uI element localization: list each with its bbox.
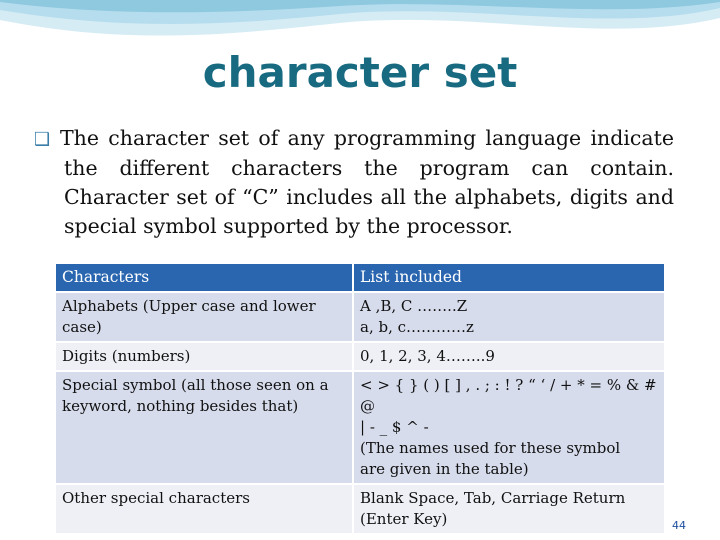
cell-line: a, b, c…………z xyxy=(360,318,474,336)
row-category-cell xyxy=(56,343,352,370)
cell-line: < > { } ( ) [ ] , . ; : ! ? “ ‘ / + * = % & # @ xyxy=(360,376,657,415)
row-list-cell xyxy=(354,372,664,483)
cell-line: A ,B, C ……..Z xyxy=(360,297,468,315)
cell-line: Blank Space, Tab, Carriage Return xyxy=(360,489,626,507)
row-list-cell xyxy=(354,343,664,370)
table-row xyxy=(56,343,664,370)
row-category-cell xyxy=(56,372,352,483)
cell-line: 0, 1, 2, 3, 4……..9 xyxy=(360,347,495,365)
bullet-icon: ❑ xyxy=(34,129,51,150)
intro-paragraph xyxy=(34,124,674,241)
table-row xyxy=(56,485,664,533)
cell-line: (The names used for these symbol xyxy=(360,439,621,457)
cell-line: Digits (numbers) xyxy=(62,347,191,365)
cell-line: case) xyxy=(62,318,102,336)
cell-line: Special symbol (all those seen on a xyxy=(62,376,329,394)
row-list-cell xyxy=(354,485,664,533)
table-header-row xyxy=(56,264,664,291)
cell-line: are given in the table) xyxy=(360,460,529,478)
slide-title: character set xyxy=(202,48,518,97)
paragraph-line: special symbol supported by the processor. xyxy=(64,214,513,238)
column-header-list-included: List included xyxy=(354,264,664,291)
cell-line: | - _ $ ^ - xyxy=(360,418,429,436)
character-set-table xyxy=(54,262,666,535)
paragraph-line: the different characters the program can contain. xyxy=(64,156,674,180)
paragraph-line: Character set of “C” includes all the alphabets, digits and xyxy=(64,185,674,209)
table-row xyxy=(56,372,664,483)
table-row xyxy=(56,293,664,341)
row-list-cell xyxy=(354,293,664,341)
row-category-cell xyxy=(56,485,352,533)
column-header-characters: Characters xyxy=(56,264,352,291)
cell-line: Other special characters xyxy=(62,489,250,507)
cell-line: Alphabets (Upper case and lower xyxy=(62,297,316,315)
page-number: 44 xyxy=(672,519,686,532)
paragraph-line: ❑ The character set of any programming language indicate xyxy=(34,124,674,154)
cell-line: keyword, nothing besides that) xyxy=(62,397,299,415)
cell-line: (Enter Key) xyxy=(360,510,448,528)
row-category-cell xyxy=(56,293,352,341)
